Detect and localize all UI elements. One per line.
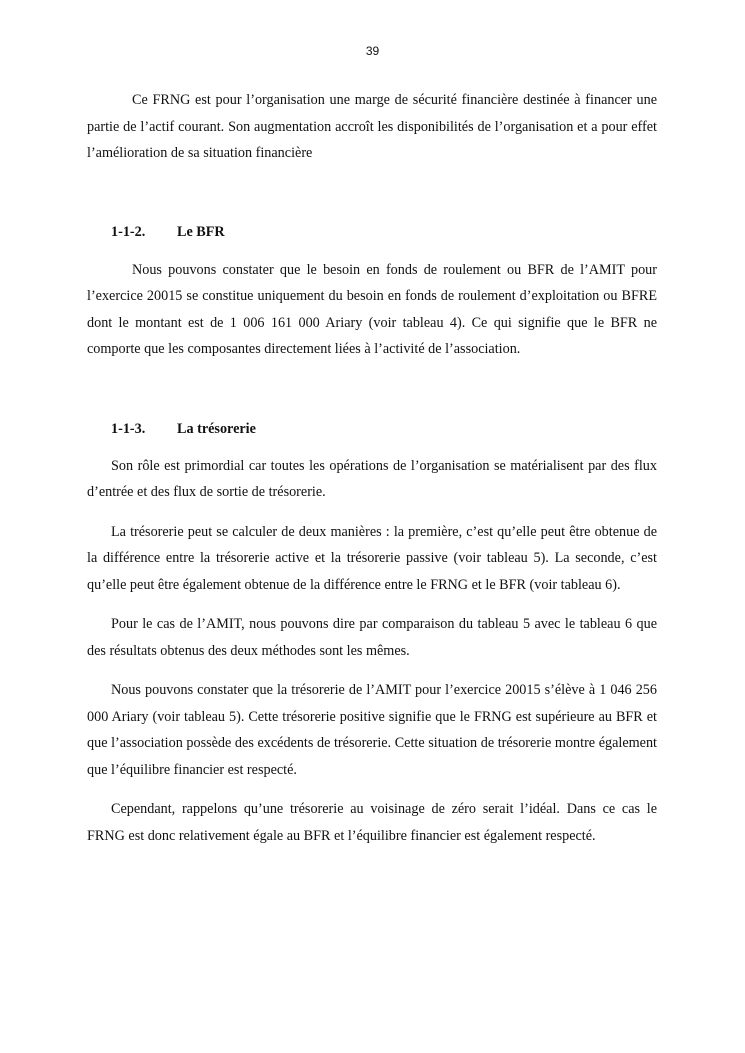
paragraph-bfr: Nous pouvons constater que le besoin en fonds de roulement ou BFR de l’AMIT pour l’exercice 20015 se constitue uniquement du besoin en fonds de roulement d’exploitation ou BFRE dont le montant est de 1 006 161 000 Ariary (voir tableau 4). Ce qui signifie que le BFR ne comporte que les composantes directement liées à l’activité de l’association. (87, 261, 657, 357)
page-number: 39 (365, 44, 380, 58)
section-heading-bfr (87, 219, 657, 245)
section-number: 1-1-2. (111, 223, 146, 240)
paragraph-calcul: La trésorerie peut se calculer de deux manières : la première, c’est qu’elle peut être obtenue de la différence entre la trésorerie active et la trésorerie passive (voir tableau 5). La seconde, c’est qu’elle peut être également obtenue de la différence entre le FRNG et le BFR (voir tableau 6). (87, 523, 657, 593)
section-number: 1-1-3. (111, 420, 146, 437)
section-title: La trésorerie (177, 420, 256, 437)
document-body (87, 87, 657, 849)
section-title: Le BFR (177, 223, 225, 240)
paragraph-conclusion: Cependant, rappelons qu’une trésorerie au voisinage de zéro serait l’idéal. Dans ce cas le FRNG est donc relativement égale au BFR et l’équilibre financier est également respecté. (87, 801, 657, 844)
paragraph-comparaison: Pour le cas de l’AMIT, nous pouvons dire par comparaison du tableau 5 avec le tableau 6 que des résultats obtenus des deux méthodes sont les mêmes. (87, 616, 657, 659)
section-heading-tresorerie (87, 416, 657, 442)
paragraph-montant: Nous pouvons constater que la trésorerie de l’AMIT pour l’exercice 20015 s’élève à 1 046 256 000 Ariary (voir tableau 5). Cette trésorerie positive signifie que le FRNG est supérieure au BFR et que l’association possède des excédents de trésorerie. Cette situation de trésorerie montre également que l’équilibre financier est respecté. (87, 682, 657, 778)
paragraph-frng: Ce FRNG est pour l’organisation une marge de sécurité financière destinée à financer une partie de l’actif courant. Son augmentation accroît les disponibilités de l’organisation et a pour effet l’amélioration de sa situation financière (87, 92, 657, 161)
paragraph-role: Son rôle est primordial car toutes les opérations de l’organisation se matérialisent par des flux d’entrée et des flux de sortie de trésorerie. (87, 457, 657, 500)
